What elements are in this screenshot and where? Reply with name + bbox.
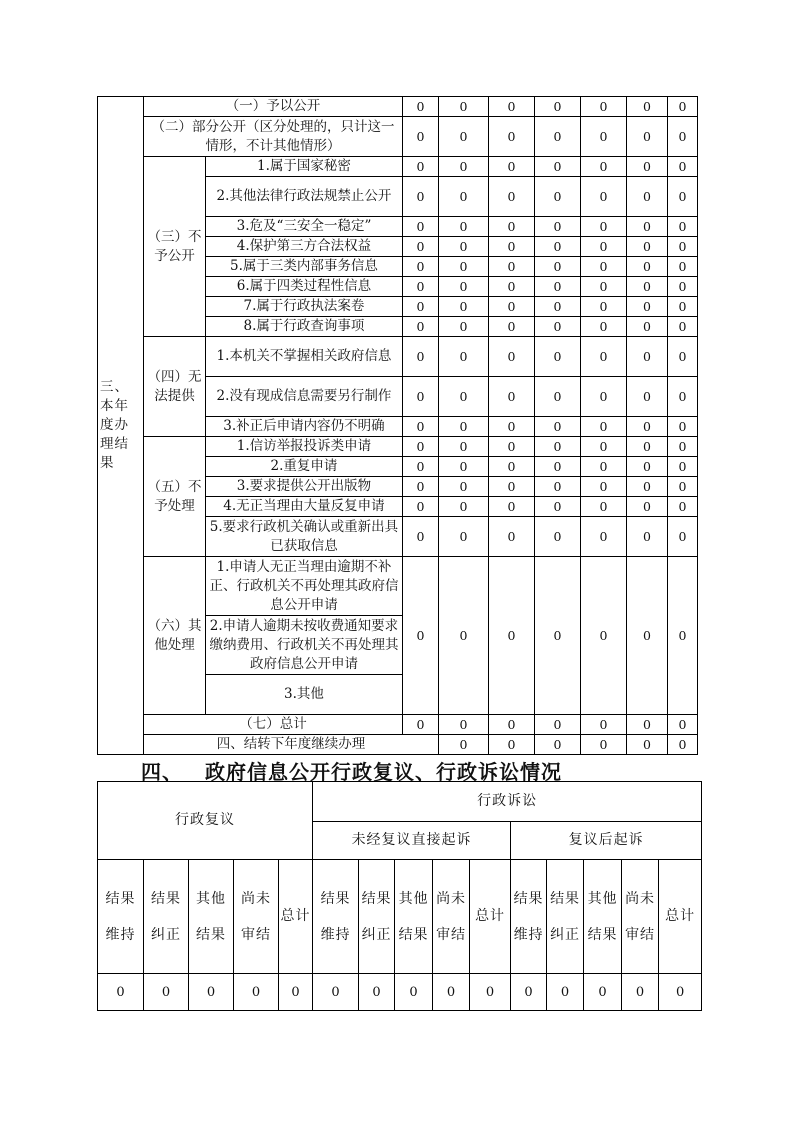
value-cell: 0 [511,974,547,1011]
value-cell: 0 [439,277,489,297]
value-cell: 0 [439,217,489,237]
value-cell: 0 [439,377,489,417]
value-cell: 0 [489,317,535,337]
value-cell: 0 [627,477,668,497]
group-label: （三）不予公开 [144,157,206,337]
row-label: 2.没有现成信息需要另行制作 [206,377,403,417]
value-cell: 0 [627,297,668,317]
value-cell: 0 [489,117,535,157]
col-header-line2: 维持 [320,926,351,943]
value-cell: 0 [359,974,395,1011]
table-row [98,117,698,157]
col-header-line2: 维持 [105,926,136,943]
col-header [622,860,659,974]
value-cell: 0 [403,457,439,477]
row-label: 7.属于行政执法案卷 [206,297,403,317]
col-header-line1: 结果 [550,890,581,907]
value-cell: 0 [403,317,439,337]
col-header-line1: 其他 [196,890,226,907]
section-number: 四、 [141,760,183,784]
value-cell: 0 [489,297,535,317]
value-cell: 0 [668,297,698,317]
value-cell: 0 [627,715,668,735]
col-header [234,860,279,974]
value-cell: 0 [627,337,668,377]
value-cell: 0 [668,377,698,417]
value-cell: 0 [403,257,439,277]
value-cell: 0 [627,97,668,117]
value-cell: 0 [489,237,535,257]
row-label: 3.补正后申请内容仍不明确 [206,417,403,437]
table-row [98,735,698,755]
value-cell: 0 [668,715,698,735]
value-cell: 0 [668,157,698,177]
value-cell: 0 [581,117,627,157]
value-cell: 0 [535,337,581,377]
value-cell: 0 [668,257,698,277]
value-cell: 0 [535,177,581,217]
col-header-line1: 其他 [587,890,618,907]
table-row [98,337,698,377]
value-cell: 0 [439,317,489,337]
value-cell: 0 [668,437,698,457]
value-cell: 0 [470,974,511,1011]
col-header-line2: 结果 [196,926,226,943]
value-cell: 0 [535,277,581,297]
value-cell: 0 [489,377,535,417]
value-cell: 0 [668,97,698,117]
value-cell: 0 [439,715,489,735]
row-label: 1.申请人无正当理由逾期不补正、行政机关不再处理其政府信息公开申请 [206,557,403,616]
value-cell: 0 [668,237,698,257]
value-cell: 0 [489,177,535,217]
row-label: 4.无正当理由大量反复申请 [206,497,403,517]
value-cell: 0 [581,457,627,477]
value-cell: 0 [439,157,489,177]
col-header [359,860,395,974]
value-cell: 0 [581,237,627,257]
col-header [144,860,189,974]
col-header-line2: 审结 [241,926,271,943]
value-cell: 0 [535,257,581,277]
value-cell: 0 [581,497,627,517]
header-after-review: 复议后起诉 [511,822,702,860]
value-cell: 0 [439,437,489,457]
col-header-line2: 审结 [625,926,656,943]
value-cell: 0 [403,237,439,257]
value-cell: 0 [439,497,489,517]
col-header [470,860,511,974]
value-cell: 0 [581,377,627,417]
row-label: 5.要求行政机关确认或重新出具已获取信息 [206,517,403,557]
value-cell: 0 [668,177,698,217]
value-cell: 0 [581,517,627,557]
value-cell: 0 [581,317,627,337]
value-cell: 0 [535,735,581,755]
value-cell: 0 [581,477,627,497]
value-cell: 0 [189,974,234,1011]
table-row [98,97,698,117]
value-cell: 0 [403,337,439,377]
value-cell: 0 [581,557,627,715]
value-cell: 0 [403,97,439,117]
value-cell: 0 [535,237,581,257]
col-header-line1: 结果 [105,890,136,907]
value-cell: 0 [489,497,535,517]
value-cell: 0 [668,477,698,497]
col-header-line1: 结果 [513,890,544,907]
col-header [313,860,359,974]
col-header-line1: 总计 [280,908,311,924]
value-cell: 0 [668,337,698,377]
value-cell: 0 [535,517,581,557]
col-header-line1: 总计 [475,908,506,924]
value-cell: 0 [627,237,668,257]
col-header-line2: 维持 [513,926,544,943]
value-cell: 0 [403,217,439,237]
row-label: （二）部分公开（区分处理的，只计这一情形，不计其他情形） [144,117,403,157]
value-cell: 0 [627,457,668,477]
value-cell: 0 [489,715,535,735]
col-header-line1: 结果 [361,890,392,907]
value-cell: 0 [668,735,698,755]
value-cell: 0 [279,974,313,1011]
row-label: 2.申请人逾期未按收费通知要求缴纳费用、行政机关不再处理其政府信息公开申请 [206,616,403,675]
row-label: （一）予以公开 [144,97,403,117]
table-row [98,782,702,822]
group-label: （五）不予处理 [144,437,206,557]
col-header-line2: 纠正 [361,926,392,943]
value-cell: 0 [403,517,439,557]
header-direct: 未经复议直接起诉 [313,822,511,860]
value-cell: 0 [313,974,359,1011]
value-cell: 0 [659,974,702,1011]
value-cell: 0 [403,497,439,517]
col-header [189,860,234,974]
value-cell: 0 [627,317,668,337]
value-cell: 0 [627,157,668,177]
value-cell: 0 [627,735,668,755]
value-cell: 0 [547,974,584,1011]
value-cell: 0 [627,177,668,217]
row-label: 2.重复申请 [206,457,403,477]
value-cell: 0 [439,297,489,317]
col-header-line2: 审结 [436,926,467,943]
row-label: 2.其他法律行政法规禁止公开 [206,177,403,217]
col-header [433,860,470,974]
value-cell: 0 [581,715,627,735]
value-cell: 0 [98,974,144,1011]
value-cell: 0 [581,217,627,237]
value-cell: 0 [535,117,581,157]
value-cell: 0 [439,177,489,217]
value-cell: 0 [489,557,535,715]
value-cell: 0 [535,297,581,317]
table-row [98,715,698,735]
value-cell: 0 [489,517,535,557]
value-cell: 0 [439,477,489,497]
value-cell: 0 [535,157,581,177]
value-cell: 0 [627,257,668,277]
col-header-line1: 结果 [320,890,351,907]
value-cell: 0 [535,457,581,477]
row-label: 1.属于国家秘密 [206,157,403,177]
value-cell: 0 [581,735,627,755]
value-cell: 0 [395,974,433,1011]
value-cell: 0 [535,497,581,517]
value-cell: 0 [439,237,489,257]
row-label: 1.信访举报投诉类申请 [206,437,403,457]
section-label-results: 三、本年度办理结果 [98,97,144,755]
value-cell: 0 [433,974,470,1011]
value-cell: 0 [535,557,581,715]
value-cell: 0 [403,377,439,417]
value-cell: 0 [584,974,622,1011]
value-cell: 0 [489,257,535,277]
header-litigation: 行政诉讼 [313,782,702,822]
table-row [98,974,702,1011]
review-litigation-table [97,781,702,1011]
value-cell: 0 [489,277,535,297]
value-cell: 0 [489,337,535,377]
value-cell: 0 [627,557,668,715]
value-cell: 0 [581,257,627,277]
value-cell: 0 [535,217,581,237]
value-cell: 0 [489,157,535,177]
value-cell: 0 [627,437,668,457]
value-cell: 0 [535,715,581,735]
value-cell: 0 [439,417,489,437]
value-cell: 0 [489,217,535,237]
group-label: （六）其他处理 [144,557,206,715]
value-cell: 0 [668,497,698,517]
value-cell: 0 [403,557,439,715]
value-cell: 0 [489,417,535,437]
value-cell: 0 [403,297,439,317]
value-cell: 0 [668,417,698,437]
value-cell: 0 [668,557,698,715]
col-header-line2: 纠正 [151,926,181,943]
row-label: 3.危及“三安全一稳定” [206,217,403,237]
col-header [98,860,144,974]
col-header [584,860,622,974]
col-header-line1: 尚未 [436,890,467,907]
col-header-line1: 结果 [151,890,181,907]
col-header [547,860,584,974]
value-cell: 0 [581,337,627,377]
table-row [98,157,698,177]
row-label: 8.属于行政查询事项 [206,317,403,337]
value-cell: 0 [403,277,439,297]
value-cell: 0 [535,377,581,417]
col-header-line1: 尚未 [241,890,271,907]
value-cell: 0 [439,257,489,277]
row-label: 4.保护第三方合法权益 [206,237,403,257]
header-review: 行政复议 [98,782,313,860]
row-label: （七）总计 [144,715,403,735]
value-cell: 0 [581,97,627,117]
value-cell: 0 [627,417,668,437]
value-cell: 0 [403,437,439,457]
value-cell: 0 [403,715,439,735]
value-cell: 0 [627,117,668,157]
value-cell: 0 [403,477,439,497]
value-cell: 0 [581,437,627,457]
value-cell: 0 [581,297,627,317]
section-title: 政府信息公开行政复议、行政诉讼情况 [205,760,562,784]
col-header-line2: 结果 [587,926,618,943]
value-cell: 0 [439,735,489,755]
value-cell: 0 [403,417,439,437]
value-cell: 0 [439,517,489,557]
col-header [511,860,547,974]
value-cell: 0 [581,177,627,217]
col-header [395,860,433,974]
value-cell: 0 [581,417,627,437]
value-cell: 0 [535,477,581,497]
value-cell: 0 [535,437,581,457]
value-cell: 0 [489,97,535,117]
value-cell: 0 [668,117,698,157]
value-cell: 0 [627,497,668,517]
value-cell: 0 [439,337,489,377]
value-cell: 0 [668,217,698,237]
value-cell: 0 [627,517,668,557]
value-cell: 0 [622,974,659,1011]
col-header-line2: 纠正 [550,926,581,943]
value-cell: 0 [668,457,698,477]
value-cell: 0 [439,457,489,477]
value-cell: 0 [403,117,439,157]
row-label: 1.本机关不掌握相关政府信息 [206,337,403,377]
application-results-table [97,96,698,755]
value-cell: 0 [439,97,489,117]
row-label: 3.其他 [206,675,403,715]
value-cell: 0 [489,437,535,457]
value-cell: 0 [668,517,698,557]
value-cell: 0 [627,277,668,297]
value-cell: 0 [489,457,535,477]
value-cell: 0 [668,277,698,297]
value-cell: 0 [403,157,439,177]
value-cell: 0 [581,157,627,177]
table-row [98,437,698,457]
col-header [659,860,702,974]
value-cell: 0 [234,974,279,1011]
group-label: （四）无法提供 [144,337,206,437]
value-cell: 0 [627,377,668,417]
col-header-line1: 尚未 [625,890,656,907]
value-cell: 0 [668,317,698,337]
value-cell: 0 [627,217,668,237]
value-cell: 0 [535,317,581,337]
col-header-line1: 其他 [398,890,429,907]
value-cell: 0 [489,477,535,497]
row-label: 5.属于三类内部事务信息 [206,257,403,277]
value-cell: 0 [535,97,581,117]
col-header [279,860,313,974]
value-cell: 0 [489,735,535,755]
col-header-line1: 总计 [665,908,696,924]
value-cell: 0 [439,557,489,715]
value-cell: 0 [144,974,189,1011]
row-label: 四、结转下年度继续办理 [144,735,439,755]
table-row [98,557,698,616]
value-cell: 0 [581,277,627,297]
value-cell: 0 [403,177,439,217]
row-label: 3.要求提供公开出版物 [206,477,403,497]
row-label: 6.属于四类过程性信息 [206,277,403,297]
col-header-line2: 结果 [398,926,429,943]
value-cell: 0 [439,117,489,157]
value-cell: 0 [535,417,581,437]
